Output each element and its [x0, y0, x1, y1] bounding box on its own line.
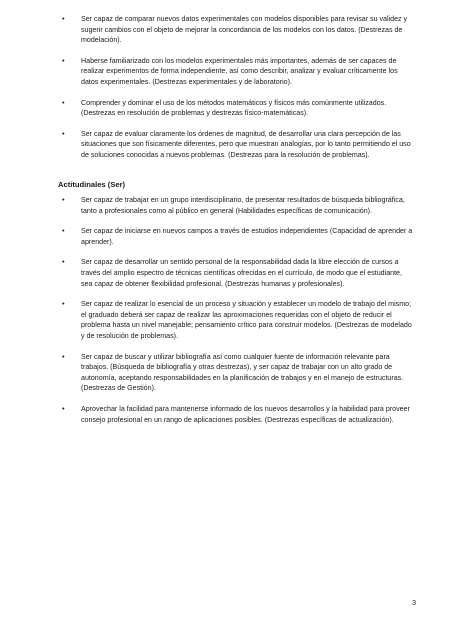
- list-item: [58, 226, 414, 247]
- list-item-text: Ser capaz de comparar nuevos datos experimentales con modelos disponibles para revisar su validez y sugerir cambios con el objeto de mejorar la concordancia de los modelos con los datos. (Destrezas de modelación).: [81, 15, 408, 45]
- list-item-text: Ser capaz de iniciarse en nuevos campos a través de estudios independientes (Capacidad de aprender a aprender).: [81, 227, 413, 246]
- bullet-icon: •: [62, 128, 65, 138]
- bullet-icon: •: [62, 403, 65, 413]
- bullet-icon: •: [62, 97, 65, 107]
- list-item: [58, 129, 414, 161]
- list-item-text: Aprovechar la facilidad para mantenerse informado de los nuevos desarrollos y la habilidad para proveer consejo profesional en un rango de aplicaciones posibles. (Destrezas específicas de actualización).: [81, 404, 410, 424]
- list-item: [58, 195, 414, 216]
- list-item: [58, 352, 414, 394]
- bullet-icon: •: [62, 55, 65, 65]
- list-item: [58, 14, 414, 46]
- list-item-text: Haberse familiarizado con los modelos experimentales más importantes, además de ser capaces de realizar experimentos de forma independiente, así como describir, analizar y evaluar críticamente los datos experimentales. (Destrezas experimentales y de laboratorio).: [81, 56, 398, 86]
- list-item-text: Ser capaz de desarrollar un sentido personal de la responsabilidad dada la libre elección de cursos a través del amplio espectro de técnicas científicas ofrecidas en el currículo, de modo que el estudiante, sea capaz de obtener flexibilidad profesional. (Destrezas humanas y profesionales).: [81, 258, 402, 288]
- list-item-text: Ser capaz de trabajar en un grupo interdisciplinario, de presentar resultados de búsqueda bibliográfica, tanto a profesionales como al público en general (Habilidades específicas de comunicación).: [81, 196, 405, 215]
- bullet-icon: •: [62, 226, 65, 236]
- list-item-text: Ser capaz de evaluar claramente los órdenes de magnitud, de desarrollar una clara percepción de las situaciones que son físicamente diferentes, pero que muestran analogías, por lo tanto permitiendo el uso de soluciones conocidas a nuevos problemas. (Destrezas para la resolución de problemas).: [81, 129, 411, 159]
- list-item-text: Ser capaz de buscar y utilizar bibliografía así como cualquier fuente de información relevante para trabajos. (Búsqueda de bibliografía y otras destrezas), y ser capaz de trabajar con un alto grado de autonomía, aceptando responsabilidades en la planificación de trabajos y en el manejo de estructuras. (Destrezas de Gestión).: [81, 352, 404, 393]
- list-item: [58, 98, 414, 119]
- bullet-icon: •: [62, 351, 65, 361]
- list-item: [58, 404, 414, 425]
- bullet-icon: •: [62, 257, 65, 267]
- list-item: [58, 56, 414, 88]
- page-number: 3: [412, 598, 416, 607]
- bullet-icon: •: [62, 299, 65, 309]
- list-item: [58, 299, 414, 341]
- list-item: [58, 257, 414, 289]
- bullet-icon: •: [62, 14, 65, 23]
- list-item-text: Comprender y dominar el uso de los métodos matemáticos y físicos más comúnmente utilizados. (Destrezas en resolución de problemas y destrezas físico-matemáticas).: [81, 98, 387, 118]
- competencias-list: [58, 14, 414, 171]
- section-heading: Actitudinales (Ser): [58, 180, 126, 189]
- bullet-icon: •: [62, 195, 65, 204]
- actitudinales-list: [58, 195, 414, 435]
- list-item-text: Ser capaz de realizar lo esencial de un proceso y situación y establecer un modelo de trabajo del mismo; el graduado deberá ser capaz de realizar las aproximaciones requeridas con el objeto de reducir el problema hasta un nivel manejable; pensamiento crítico para construir modelos. (Destrezas de modelado y de resolución de problemas).: [81, 300, 412, 340]
